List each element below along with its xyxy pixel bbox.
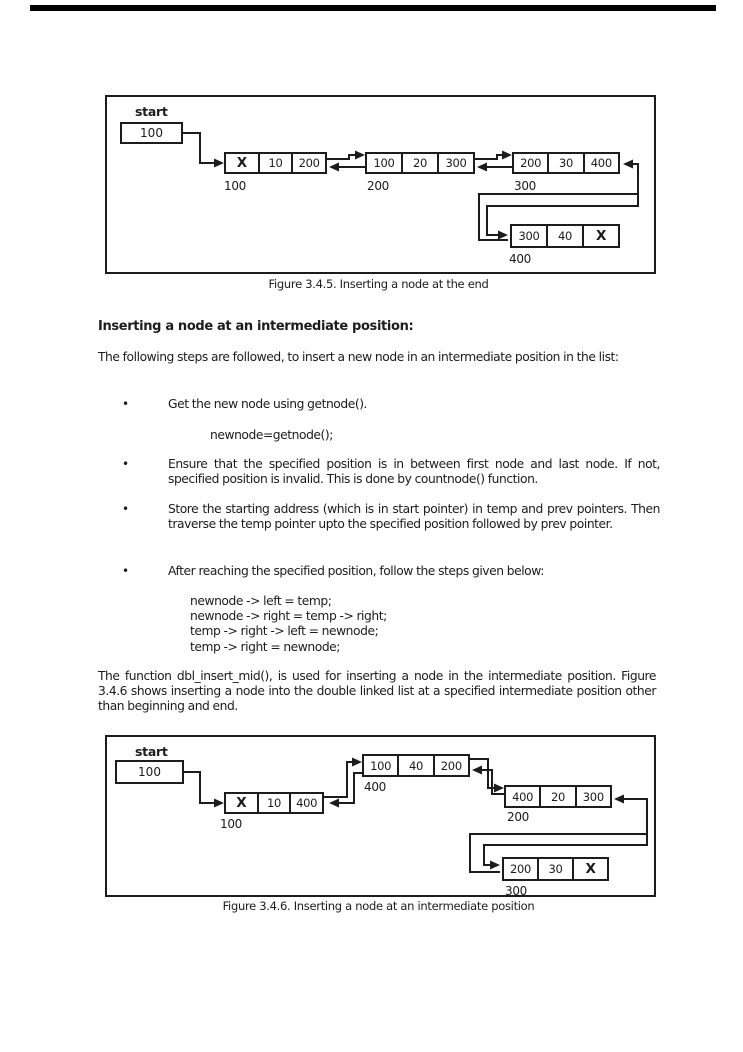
node [510, 224, 620, 248]
node-cell: 10 [259, 794, 292, 812]
arrowhead-icon [214, 799, 224, 808]
bullet-text: Ensure that the specified position is in between first node and last node. If not, specified position is invalid. This is done by countnode() function. [168, 457, 660, 487]
arrowhead-icon [355, 151, 365, 160]
code-block [190, 594, 530, 655]
node-address-label: 100 [220, 817, 243, 831]
code-line: temp -> right = newnode; [190, 639, 340, 654]
start-pointer-arrow [183, 772, 214, 803]
figure2-frame [105, 735, 656, 897]
start-value: 100 [140, 126, 163, 140]
forward-link-arrow [475, 155, 502, 159]
bullet-dot: • [122, 564, 130, 578]
node-cell: 200 [298, 156, 320, 170]
arrowhead-icon [329, 799, 339, 808]
scan-artifact-bar [30, 5, 716, 11]
node-address-label: 200 [507, 810, 530, 824]
forward-link-arrow [327, 155, 355, 159]
arrowhead-icon [490, 861, 500, 870]
section-heading: Inserting a node at an intermediate position: [98, 319, 414, 334]
node [365, 152, 475, 174]
start-label: start [135, 104, 168, 119]
arrowhead-icon [352, 758, 362, 767]
start-label: start [135, 744, 168, 759]
arrowhead-icon [472, 766, 482, 775]
node-cell: 200 [504, 859, 539, 879]
start-pointer-arrow [183, 133, 214, 163]
node-cell: 200 [514, 154, 549, 172]
arrowhead-icon [623, 160, 633, 169]
arrowhead-icon [494, 784, 504, 793]
node-cell: 400 [590, 156, 612, 170]
node-cell: 400 [506, 787, 541, 806]
start-box [115, 760, 184, 784]
arrowhead-icon [498, 231, 508, 240]
bullet-dot: • [122, 502, 130, 516]
start-box [120, 122, 183, 144]
arrowhead-icon [477, 163, 487, 172]
start-value: 100 [138, 765, 161, 779]
node-address-label: 400 [364, 780, 387, 794]
arrowhead-icon [614, 795, 624, 804]
node [224, 152, 327, 174]
arrowhead-icon [214, 159, 224, 168]
arrowhead-icon [502, 151, 512, 160]
node [502, 857, 609, 881]
node-cell: X [226, 794, 259, 812]
node-address-label: 400 [509, 252, 532, 266]
node-address-label: 100 [224, 179, 247, 193]
node [224, 792, 324, 814]
node-cell: X [226, 154, 260, 172]
node [504, 785, 612, 808]
node-cell: 20 [541, 787, 576, 806]
code-line: newnode -> right = temp -> right; [190, 609, 387, 624]
intro-paragraph: The following steps are followed, to insert a new node in an intermediate position in the list: [98, 350, 619, 364]
backward-link-arrow [339, 773, 362, 803]
node-address-label: 300 [514, 179, 537, 193]
figure2-caption: Figure 3.4.6. Inserting a node at an intermediate position [222, 899, 535, 913]
node-cell: 20 [403, 154, 439, 172]
backward-link-arrow [482, 770, 504, 794]
node-cell: X [595, 228, 607, 244]
bullet-text: Store the starting address (which is in start pointer) in temp and prev pointers. Then traverse the temp pointer upto the specified position followed by prev pointer. [168, 502, 660, 532]
inline-code: newnode=getnode(); [210, 428, 333, 442]
node-cell: 30 [549, 154, 584, 172]
arrowhead-icon [329, 163, 339, 172]
bullet-dot: • [122, 457, 130, 471]
bullet-dot: • [122, 397, 130, 411]
wrap-link-line [484, 799, 647, 865]
figure1-caption: Figure 3.4.5. Inserting a node at the end [268, 277, 489, 291]
bullet-text: After reaching the specified position, follow the steps given below: [168, 564, 544, 578]
node [512, 152, 620, 174]
node-cell: 100 [364, 756, 399, 775]
node-cell: 40 [399, 756, 434, 775]
node-cell: 40 [548, 226, 584, 246]
node-cell: 200 [440, 758, 462, 773]
node-cell: 10 [260, 154, 294, 172]
node-cell: X [585, 861, 596, 877]
code-line: newnode -> left = temp; [190, 594, 332, 608]
node-address-label: 300 [505, 884, 528, 898]
node-cell: 300 [445, 156, 467, 170]
figure1-frame [105, 95, 656, 274]
code-line: temp -> right -> left = newnode; [190, 624, 379, 639]
node-cell: 400 [296, 796, 318, 810]
node-cell: 100 [367, 154, 403, 172]
bullet-text: Get the new node using getnode(). [168, 397, 367, 411]
node-cell: 300 [582, 789, 604, 804]
node-cell: 30 [539, 859, 574, 879]
node-address-label: 200 [367, 179, 390, 193]
closing-paragraph: The function dbl_insert_mid(), is used for inserting a node in the intermediate position. Figure 3.4.6 shows inserting a node into the double linked list at a specified intermediate position other than beginning and end. [98, 669, 656, 714]
forward-link-arrow [324, 762, 352, 797]
node [362, 754, 470, 777]
node-cell: 300 [512, 226, 548, 246]
